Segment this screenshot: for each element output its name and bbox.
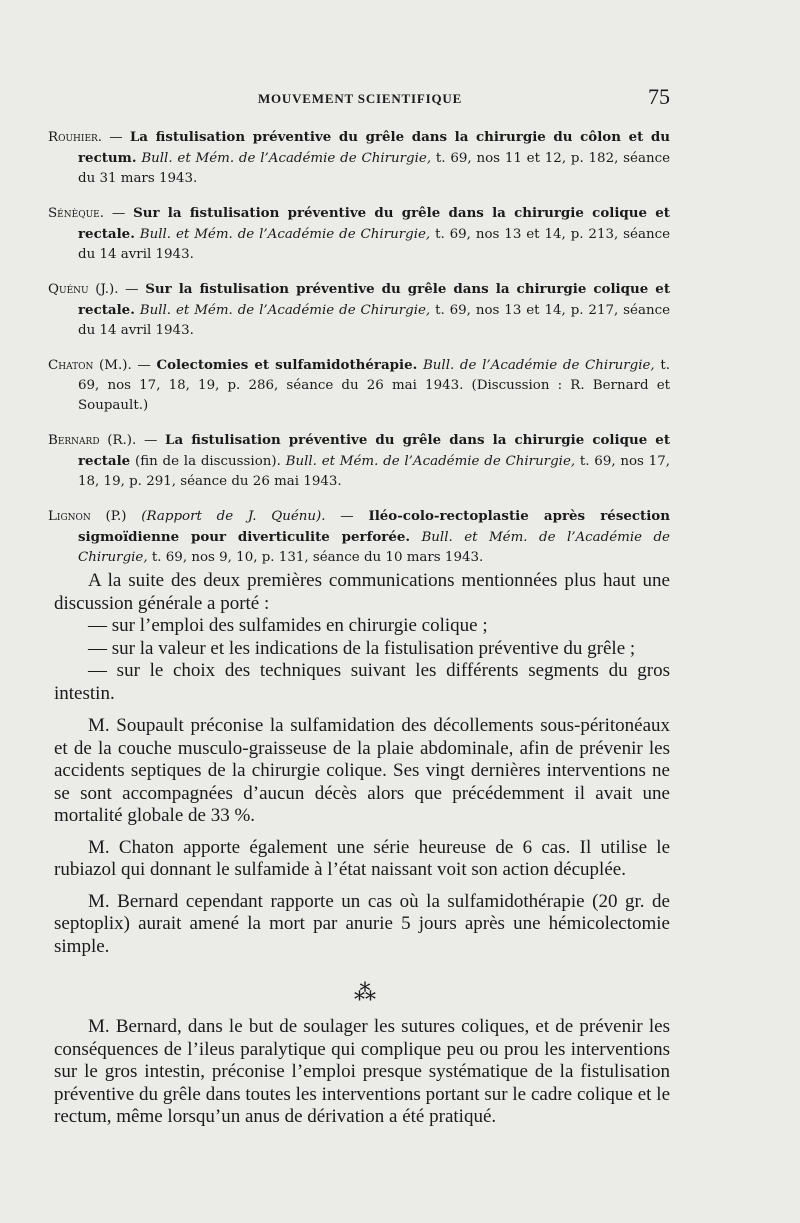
bibliography-list	[48, 127, 670, 582]
body-paragraph: M. Soupault préconise la sulfamidation des décollements sous-péritonéaux et de la couche musculo-graisseuse de la plaie abdominale, afin de prévenir les accidents septiques de la chirurgie colique. Ses vingt dernières interventions ne se sont accompagnées d’aucun décès alors que précédemment il avait une mortalité globale de 33 %.	[54, 715, 670, 826]
reference-separator: —	[136, 433, 166, 448]
reference-details: t. 69, nos 9, 10, p. 131, séance du 10 mars 1943.	[147, 550, 484, 565]
reference-entry	[48, 506, 670, 568]
reference-author: Chaton (M.).	[48, 358, 132, 373]
page-number: 75	[648, 84, 670, 109]
reference-author: Lignon (P.)	[48, 509, 127, 524]
reference-title: Colectomies et sulfamidothérapie.	[156, 357, 418, 373]
reference-rapport: (Rapport de J. Quénu).	[141, 509, 326, 524]
running-header-title: MOUVEMENT SCIENTIFIQUE	[257, 91, 463, 106]
reference-entry	[48, 430, 670, 492]
reference-author: Rouhier.	[48, 130, 103, 145]
reference-extra: (fin de la discussion).	[130, 454, 281, 469]
body-paragraph: M. Bernard cependant rapporte un cas où la sulfamidothérapie (20 gr. de septoplix) aurait amené la mort par anurie 5 jours après une hémicolectomie simple.	[54, 890, 670, 957]
reference-journal: Bull. et Mém. de l’Académie de Chirurgie,	[139, 227, 431, 242]
reference-separator: —	[118, 282, 146, 297]
reference-entry	[48, 279, 670, 341]
reference-journal: Bull. et Mém. de l’Académie de Chirurgie,	[78, 530, 670, 565]
reference-entry	[48, 127, 670, 189]
body-paragraph: A la suite des deux premières communications mentionnées plus haut une discussion générale a porté :	[54, 570, 670, 614]
body-paragraph: M. Bernard, dans le but de soulager les sutures coliques, et de prévenir les conséquences de l’ileus paralytique qui complique peu ou prou les interventions sur le gros intestin, préconise l’emploi presque systématique de la fistulisation préventive du grêle dans toutes les interventions portant sur le cadre colique et le rectum, même lorsqu’un anus de dérivation a été pratiqué.	[54, 1016, 670, 1127]
body-paragraph: M. Chaton apporte également une série heureuse de 6 cas. Il utilise le rubiazol qui donnant le sulfamide à l’état naissant voit son action décuplée.	[54, 836, 670, 880]
reference-journal: Bull. et Mém. de l’Académie de Chirurgie,	[139, 303, 431, 318]
reference-separator: —	[131, 358, 157, 373]
reference-journal: Bull. de l’Académie de Chirurgie,	[422, 358, 655, 373]
body-paragraph: — sur le choix des techniques suivant les différents segments du gros intestin.	[54, 660, 670, 704]
reference-details: t. 69, nos 17, 18, 19, p. 286, séance du 26 mai 1943. (Discussion : R. Bernard et Soupault.)	[78, 358, 670, 413]
reference-author: Bernard (R.).	[48, 433, 137, 448]
reference-entry	[48, 355, 670, 416]
reference-title: La fistulisation préventive du grêle dans la chirurgie colique et rectale	[78, 432, 671, 469]
reference-separator: —	[102, 130, 130, 145]
reference-title: Iléo-colo-rectoplastie après résection sigmoïdienne pour diverticulite perforée.	[78, 508, 670, 545]
reference-author: Sénèque.	[48, 206, 104, 221]
body-paragraph: — sur la valeur et les indications de la fistulisation préventive du grêle ;	[88, 637, 636, 659]
reference-separator: —	[325, 509, 369, 524]
reference-title: Sur la fistulisation préventive du grêle dans la chirurgie colique et rectale.	[78, 281, 671, 318]
reference-details: t. 69, nos 11 et 12, p. 182, séance du 31 mars 1943.	[78, 151, 670, 186]
reference-details: t. 69, nos 13 et 14, p. 213, séance du 14 avril 1943.	[78, 227, 670, 262]
reference-title: La fistulisation préventive du grêle dans la chirurgie du côlon et du rectum.	[78, 129, 670, 166]
reference-title: Sur la fistulisation préventive du grêle dans la chirurgie colique et rectale.	[78, 205, 670, 242]
reference-journal: Bull. et Mém. de l’Académie de Chirurgie,	[141, 151, 432, 166]
reference-details: t. 69, nos 13 et 14, p. 217, séance du 14 avril 1943.	[78, 303, 670, 338]
body-paragraph: — sur l’emploi des sulfamides en chirurgie colique ;	[88, 615, 488, 636]
reference-author: Quénu (J.).	[48, 282, 119, 297]
reference-entry	[48, 203, 670, 265]
reference-details: t. 69, nos 17, 18, 19, p. 291, séance du 26 mai 1943.	[78, 454, 670, 489]
reference-separator: —	[103, 206, 134, 221]
article-body	[54, 570, 670, 1129]
reference-journal: Bull. et Mém. de l’Académie de Chirurgie,	[285, 454, 576, 469]
asterism-separator: ⁂	[354, 980, 370, 1005]
